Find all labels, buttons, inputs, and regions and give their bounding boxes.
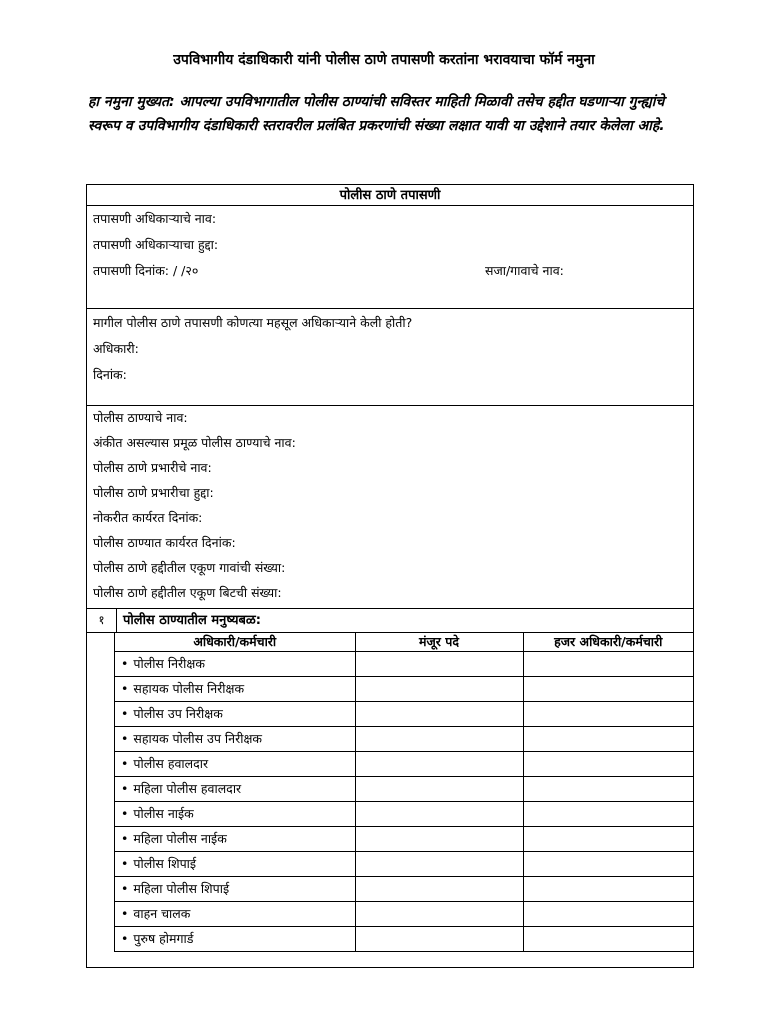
present-staff-cell[interactable] xyxy=(523,876,693,901)
sanctioned-posts-cell[interactable] xyxy=(355,901,523,926)
intro-paragraph: हा नमुना मुख्यत: आपल्या उपविभागातील पोलीस ठाण्यांची सविस्तर माहिती मिळावी तसेच हद्दीत घडणाऱ्या गुन्ह्यांचे स्वरूप व उपविभागीय दंडाधिकारी स्तरावरील प्रलंबित प्रकरणांची संख्या लक्षात यावी या उद्देशाने तयार केलेला आहे. xyxy=(88,94,665,134)
previous-inspection-question: मागील पोलीस ठाणे तपासणी कोणत्या महसूल अधिकाऱ्याने केली होती? xyxy=(93,315,413,330)
inspection-date-row xyxy=(93,260,693,286)
sanctioned-posts-cell[interactable] xyxy=(355,876,523,901)
document-title: उपविभागीय दंडाधिकारी यांनी पोलीस ठाणे तपासणी करतांना भरावयाचा फॉर्म नमुना xyxy=(173,52,595,68)
table-row xyxy=(115,676,693,701)
column-header: हजर अधिकारी/कर्मचारी xyxy=(523,633,693,651)
inspection-date-field: तपासणी दिनांक: / /२० xyxy=(93,263,199,278)
table-row xyxy=(115,826,693,851)
post-name-cell: • महिला पोलीस शिपाई xyxy=(115,876,355,901)
manpower-table-wrapper xyxy=(87,633,693,952)
table-row xyxy=(115,901,693,926)
table-row xyxy=(115,876,693,901)
present-staff-cell[interactable] xyxy=(523,851,693,876)
station-field: पोलीस ठाण्यात कार्यरत दिनांक: xyxy=(93,535,236,550)
sanctioned-posts-cell[interactable] xyxy=(355,726,523,751)
table-row xyxy=(115,926,693,951)
table-row xyxy=(115,851,693,876)
sanctioned-posts-cell[interactable] xyxy=(355,926,523,951)
sanctioned-posts-cell[interactable] xyxy=(355,801,523,826)
form-header: पोलीस ठाणे तपासणी xyxy=(87,185,693,206)
present-staff-cell[interactable] xyxy=(523,751,693,776)
section-number: १ xyxy=(87,609,117,632)
station-field: पोलीस ठाणे हद्दीतील एकूण बिटची संख्या: xyxy=(93,585,282,600)
post-name-cell: • सहायक पोलीस उप निरीक्षक xyxy=(115,726,355,751)
inspection-details-section xyxy=(87,206,693,309)
officer-rank-field: तपासणी अधिकाऱ्याचा हुद्दा: xyxy=(93,237,219,252)
station-field: पोलीस ठाण्याचे नाव: xyxy=(93,410,188,425)
post-name-cell: • पुरुष होमगार्ड xyxy=(115,926,355,951)
previous-date-field: दिनांक: xyxy=(93,367,127,382)
table-row xyxy=(115,651,693,676)
table-gutter xyxy=(87,633,115,952)
sanctioned-posts-cell[interactable] xyxy=(355,776,523,801)
previous-inspection-section xyxy=(87,309,693,406)
table-row xyxy=(115,801,693,826)
station-field: नोकरीत कार्यरत दिनांक: xyxy=(93,510,203,525)
station-field: पोलीस ठाणे हद्दीतील एकूण गावांची संख्या: xyxy=(93,560,286,575)
present-staff-cell[interactable] xyxy=(523,901,693,926)
sanctioned-posts-cell[interactable] xyxy=(355,676,523,701)
village-name-field: सजा/गावाचे नाव: xyxy=(485,263,564,278)
present-staff-cell[interactable] xyxy=(523,676,693,701)
sanctioned-posts-cell[interactable] xyxy=(355,701,523,726)
table-row xyxy=(115,776,693,801)
section-title: पोलीस ठाण्यातील मनुष्यबळ: xyxy=(123,613,262,628)
post-name-cell: • पोलीस शिपाई xyxy=(115,851,355,876)
post-name-cell: • पोलीस नाईक xyxy=(115,801,355,826)
sanctioned-posts-cell[interactable] xyxy=(355,751,523,776)
column-header: अधिकारी/कर्मचारी xyxy=(115,633,355,651)
officer-name-field: तपासणी अधिकाऱ्याचे नाव: xyxy=(93,211,217,226)
post-name-cell: • महिला पोलीस नाईक xyxy=(115,826,355,851)
station-field: पोलीस ठाणे प्रभारीचे नाव: xyxy=(93,460,212,475)
post-name-cell: • महिला पोलीस हवालदार xyxy=(115,776,355,801)
present-staff-cell[interactable] xyxy=(523,801,693,826)
present-staff-cell[interactable] xyxy=(523,826,693,851)
manpower-section-header xyxy=(87,609,693,633)
post-name-cell: • वाहन चालक xyxy=(115,901,355,926)
present-staff-cell[interactable] xyxy=(523,651,693,676)
sanctioned-posts-cell[interactable] xyxy=(355,826,523,851)
post-name-cell: • सहायक पोलीस निरीक्षक xyxy=(115,676,355,701)
post-name-cell: • पोलीस उप निरीक्षक xyxy=(115,701,355,726)
station-field: अंकीत असल्यास प्रमूळ पोलीस ठाण्याचे नाव: xyxy=(93,435,296,450)
sanctioned-posts-cell[interactable] xyxy=(355,851,523,876)
station-details-section xyxy=(87,406,693,609)
present-staff-cell[interactable] xyxy=(523,776,693,801)
column-header: मंजूर पदे xyxy=(355,633,523,651)
table-header-row xyxy=(115,633,693,651)
present-staff-cell[interactable] xyxy=(523,726,693,751)
previous-officer-field: अधिकारी: xyxy=(93,341,139,356)
sanctioned-posts-cell[interactable] xyxy=(355,651,523,676)
manpower-table xyxy=(115,633,693,952)
present-staff-cell[interactable] xyxy=(523,701,693,726)
inspection-form xyxy=(86,184,694,968)
station-field: पोलीस ठाणे प्रभारीचा हुद्दा: xyxy=(93,485,214,500)
table-row xyxy=(115,726,693,751)
table-row xyxy=(115,751,693,776)
table-row xyxy=(115,701,693,726)
post-name-cell: • पोलीस हवालदार xyxy=(115,751,355,776)
present-staff-cell[interactable] xyxy=(523,926,693,951)
post-name-cell: • पोलीस निरीक्षक xyxy=(115,651,355,676)
